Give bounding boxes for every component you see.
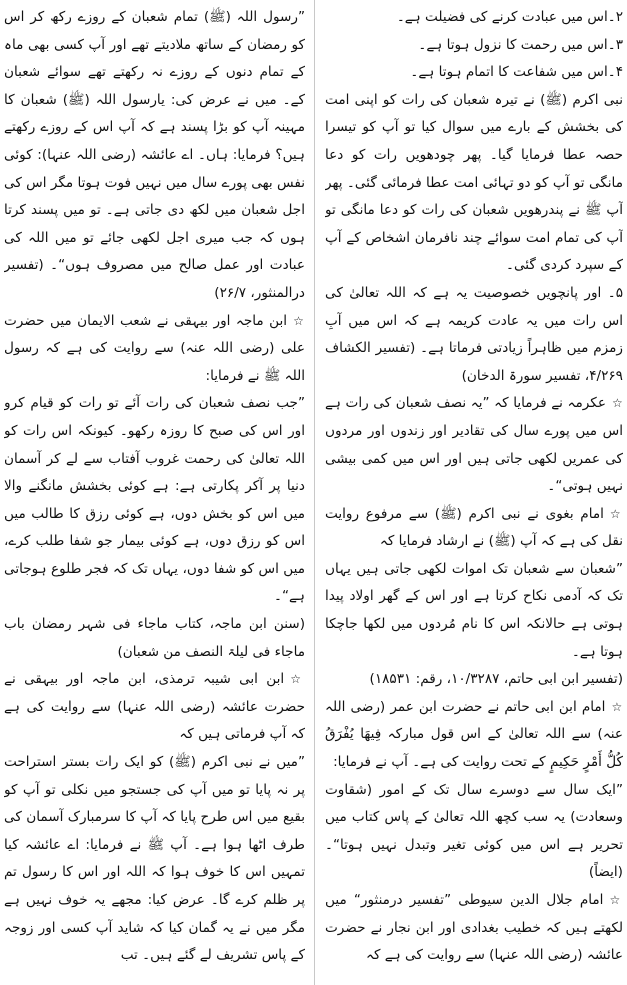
paragraph xyxy=(325,694,623,777)
paragraph-text: ابن ماجہ اور بیہقی نے شعب الایمان میں حضرت علی (رضی اللہ عنہ) سے روایت کی ہے کہ رسول اللہ ﷺ نے فرمایا: xyxy=(4,312,305,384)
citation: (سنن ابن ماجہ، کتاب ماجاء فی شہر رمضان باب ماجاء فی لیلۃ النصف من شعبان) xyxy=(4,616,305,660)
paragraph-text: عکرمہ نے فرمایا کہ ”یہ نصف شعبان کی رات ہے اس میں پورے سال کی تقادیر اور زندوں اور مردوں کی عمریں لکھی جاتی ہیں اور اس میں کمی بیشی نہیں ہوتی“۔ xyxy=(325,395,623,495)
paragraph-text: ابن ابی شیبہ ترمذی، ابن ماجہ اور بیہقی نے حضرت عائشہ (رضی اللہ عنہا) سے روایت کی ہے کہ آپ فرماتی ہیں کہ xyxy=(4,671,305,743)
paragraph: ”ایک سال سے دوسرے سال تک کے امور (شقاوت وسعادت) یہ سب کچھ اللہ تعالیٰ کے پاس کتاب میں تحریر ہے اس میں کوئی تغیر وتبدل نہیں ہوتا“۔ (ایضاً) xyxy=(325,781,623,881)
right-column xyxy=(325,4,623,981)
paragraph xyxy=(325,887,623,970)
paragraph: ۲۔اس میں عبادت کرنے کی فضیلت ہے۔ xyxy=(396,9,623,25)
paragraph: نبی اکرم (ﷺ) نے تیرہ شعبان کی رات کو اپنی امت کی بخشش کے بارے میں سوال کیا تو آپ کو تیسرا حصہ عطا فرمایا گیا۔ پھر چودھویں رات کو دعا مانگی تو آپ کو دو تہائی امت عطا فرمائی گئی۔ پھر آپ ﷺ نے پندرھویں شعبان کی رات کو دعا مانگی تو آپ کی تمام امت سوائے چند نافرمان اشخاص کے آپ کے سپرد کردی گئی۔ xyxy=(325,91,623,274)
paragraph: ۳۔اس میں رحمت کا نزول ہوتا ہے۔ xyxy=(418,36,623,53)
paragraph xyxy=(4,666,305,749)
paragraph: ”جب نصف شعبان کی رات آئے تو رات کو قیام کرو اور اس کی صبح کا روزہ رکھو۔ کیونکہ اس رات کو اللہ تعالیٰ کی رحمت غروب آفتاب سے لے کر آسمان دنیا پر آکر پکارتی ہے: ہے کوئی بخشش مانگنے والا میں اس کو بخش دوں، ہے کوئی رزق کا طالب میں اس کو رزق دوں، ہے کوئی بیمار جو شفا طلب کرے، میں اس کو شفا دوں، یہاں تک کہ فجر طلوع ہوجاتی ہے“۔ xyxy=(4,395,305,605)
paragraph: ”میں نے نبی اکرم (ﷺ) کو ایک رات بستر استراحت پر نہ پایا تو میں آپ کی جستجو میں نکلی تو آپ کو بقیع میں اس طرح پایا کہ آپ کا سرمبارک آسمان کی طرف اٹھا ہوا ہے۔ آپ ﷺ نے فرمایا: اے عائشہ کیا تمہیں اس کا خوف ہوا کہ اللہ اور اس کا رسول تم پر ظلم کرے گا۔ عرض کیا: مجھے یہ خوف نہیں ہے مگر میں نے یہ گمان کیا کہ شاید آپ کسی اور زوجہ کے پاس تشریف لے گئے ہیں۔ تب xyxy=(4,754,305,964)
paragraph-text: امام ابن ابی حاتم نے حضرت ابن عمر (رضی اللہ عنہ) سے اللہ تعالیٰ کے اس قول مبارکہ فِيهَا يُفْرَقُ كُلُّ أَمْرٍ حَكِيمٍ کے تحت روایت کی ہے۔ آپ نے فرمایا: xyxy=(325,698,623,771)
paragraph-text: امام جلال الدین سیوطی ”تفسیر درمنثور“ میں لکھتے ہیں کہ خطیب بغدادی اور ابن نجار نے حضرت عائشہ (رضی اللہ عنہا) سے روایت کی ہے کہ xyxy=(325,892,623,964)
star-icon: ☆ xyxy=(290,672,305,687)
column-divider xyxy=(314,0,315,985)
paragraph-text: امام بغوی نے نبی اکرم (ﷺ) سے مرفوع روایت نقل کی ہے کہ آپ (ﷺ) نے ارشاد فرمایا کہ xyxy=(325,505,623,550)
paragraph xyxy=(325,390,623,500)
star-icon: ☆ xyxy=(293,313,305,328)
star-icon: ☆ xyxy=(609,506,623,521)
paragraph xyxy=(325,501,623,556)
star-icon: ☆ xyxy=(609,893,623,907)
paragraph: ”رسول اللہ (ﷺ) تمام شعبان کے روزے رکھ کر اس کو رمضان کے ساتھ ملادیتے تھے اور آپ کسی بھی ماہ کے تمام دنوں کے روزے نہ رکھتے تھے سوائے شعبان کے۔ میں نے عرض کی: یارسول اللہ (ﷺ) شعبان کا مہینہ آپ کو بڑا پسند ہے کہ آپ اس کے روزے رکھتے ہیں؟ فرمایا: ہاں۔ اے عائشہ (رضی اللہ عنہا): کوئی نفس بھی پورے سال میں نہیں فوت ہوتا مگر اس کی اجل شعبان میں لکھ دی جاتی ہے۔ تو میں پسند کرتا ہوں کہ جب میری اجل لکھی جائے تو میں اللہ کی عبادت اور عمل صالح میں مصروف ہوں“۔ (تفسیر درالمنثور، ۲۶/۷) xyxy=(4,9,305,301)
paragraph xyxy=(4,308,305,391)
star-icon: ☆ xyxy=(611,396,623,411)
paragraph: ۵۔ اور پانچویں خصوصیت یہ ہے کہ اللہ تعالیٰ کی اس رات میں یہ عادت کریمہ ہے کہ اس میں آبِ زمزم میں ظاہراً زیادتی فرماتا ہے۔ (تفسیر الکشاف ۴/۲۶۹، تفسیر سورۃ الدخان) xyxy=(325,284,623,384)
paragraph: ”شعبان سے شعبان تک اموات لکھی جاتی ہیں یہاں تک کہ آدمی نکاح کرتا ہے اور اس کے گھر اولاد پیدا ہوتی ہے حالانکہ اس کا نام مُردوں میں لکھا جاچکا ہوتا ہے۔ xyxy=(325,560,623,660)
star-icon: ☆ xyxy=(611,699,623,714)
citation: (تفسیر ابن ابی حاتم، ۱۰/۳۲۸۷، رقم: ۱۸۵۳۱) xyxy=(369,671,623,688)
left-column xyxy=(4,4,305,981)
paragraph: ۴۔اس میں شفاعت کا اتمام ہوتا ہے۔ xyxy=(410,64,623,81)
